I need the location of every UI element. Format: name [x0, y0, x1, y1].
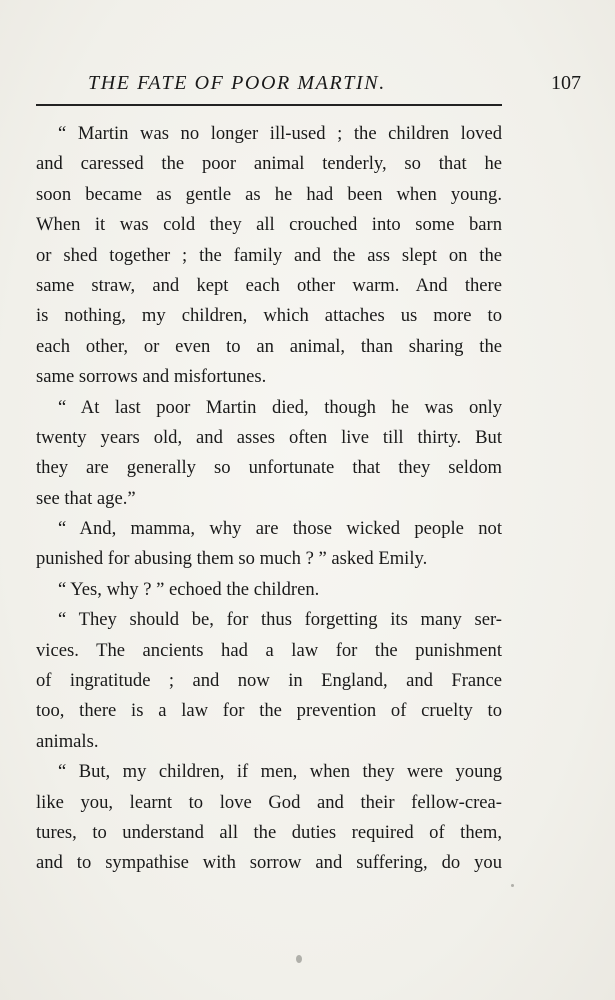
text-line: is nothing, my children, which attaches us more to: [36, 305, 502, 327]
text-line: “ Yes, why ? ” echoed the children.: [58, 578, 320, 600]
text-line: “ Martin was no longer ill-used ; the children loved: [58, 123, 502, 144]
text-line: same straw, and kept each other warm. And there: [36, 274, 502, 296]
text-line: “ They should be, for thus forgetting its many ser-: [58, 609, 502, 631]
text-line: each other, or even to an animal, than sharing the: [36, 335, 502, 357]
body-text: [36, 119, 502, 879]
running-title: THE FATE OF POOR MARTIN.: [88, 72, 386, 94]
text-line: of ingratitude ; and now in England, and France: [36, 670, 502, 692]
text-line: they are generally so unfortunate that they seldom: [36, 457, 502, 479]
text-line: soon became as gentle as he had been when young.: [36, 183, 502, 205]
text-line: animals.: [36, 730, 99, 752]
text-line: tures, to understand all the duties required of them,: [36, 821, 502, 843]
text-line: too, there is a law for the prevention of cruelty to: [36, 700, 502, 722]
text-line: like you, learnt to love God and their fellow-crea-: [36, 791, 502, 813]
paper-speck: [296, 955, 302, 963]
text-line: vices. The ancients had a law for the punishment: [36, 639, 502, 661]
text-line: When it was cold they all crouched into some barn: [36, 214, 502, 236]
text-line: and caressed the poor animal tenderly, so that he: [36, 153, 502, 175]
text-line: “ But, my children, if men, when they were young: [58, 761, 502, 783]
text-line: and to sympathise with sorrow and suffering, do you: [36, 852, 502, 874]
page-header: [36, 68, 581, 102]
text-line: twenty years old, and asses often live till thirty. But: [36, 426, 502, 448]
text-line: or shed together ; the family and the ass slept on the: [36, 244, 502, 266]
page-number: 107: [551, 72, 581, 94]
text-line: “ And, mamma, why are those wicked people not: [58, 518, 502, 540]
text-line: same sorrows and misfortunes.: [36, 366, 267, 388]
text-line: see that age.”: [36, 487, 136, 509]
text-line: punished for abusing them so much ? ” asked Emily.: [36, 548, 428, 570]
paper-speck: [511, 884, 514, 887]
header-rule: [36, 104, 502, 106]
text-line: “ At last poor Martin died, though he was only: [58, 396, 502, 418]
